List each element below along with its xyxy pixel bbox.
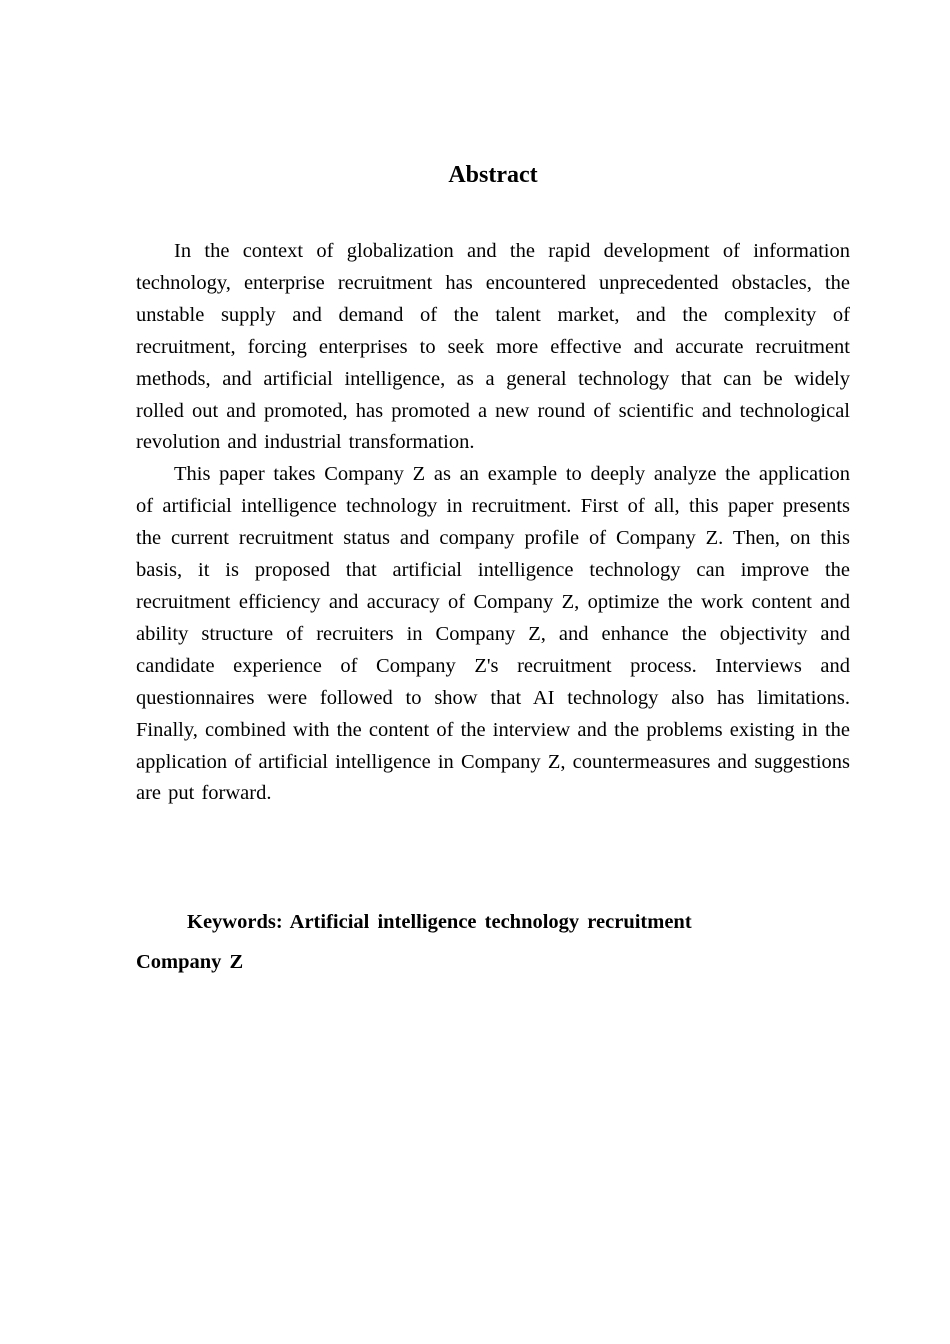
abstract-body [136, 236, 850, 810]
abstract-paragraph-2: This paper takes Company Z as an example to deeply analyze the application of artificial intelligence technology in recruitment. First of all, this paper presents the current recruitment status and company profile of Company Z. Then, on this basis, it is proposed that artificial intelligence technology can improve the recruitment efficiency and accuracy of Company Z, optimize the work content and ability structure of recruiters in Company Z, and enhance the objectivity and candidate experience of Company Z's recruitment process. Interviews and questionnaires were followed to show that AI technology also has limitations. Finally, combined with the content of the interview and the problems existing in the application of artificial intelligence in Company Z, countermeasures and suggestions are put forward. [136, 463, 850, 805]
keywords-line: Keywords: Artificial intelligence technology recruitment Company Z [136, 911, 692, 973]
abstract-paragraph-1: In the context of globalization and the rapid development of information technology, enterprise recruitment has encountered unprecedented obstacles, the unstable supply and demand of the talent market, and the complexity of recruitment, forcing enterprises to seek more effective and accurate recruitment methods, and artificial intelligence, as a general technology that can be widely rolled out and promoted, has promoted a new round of scientific and technological revolution and industrial transformation. [136, 240, 850, 454]
abstract-title: Abstract [448, 162, 538, 188]
